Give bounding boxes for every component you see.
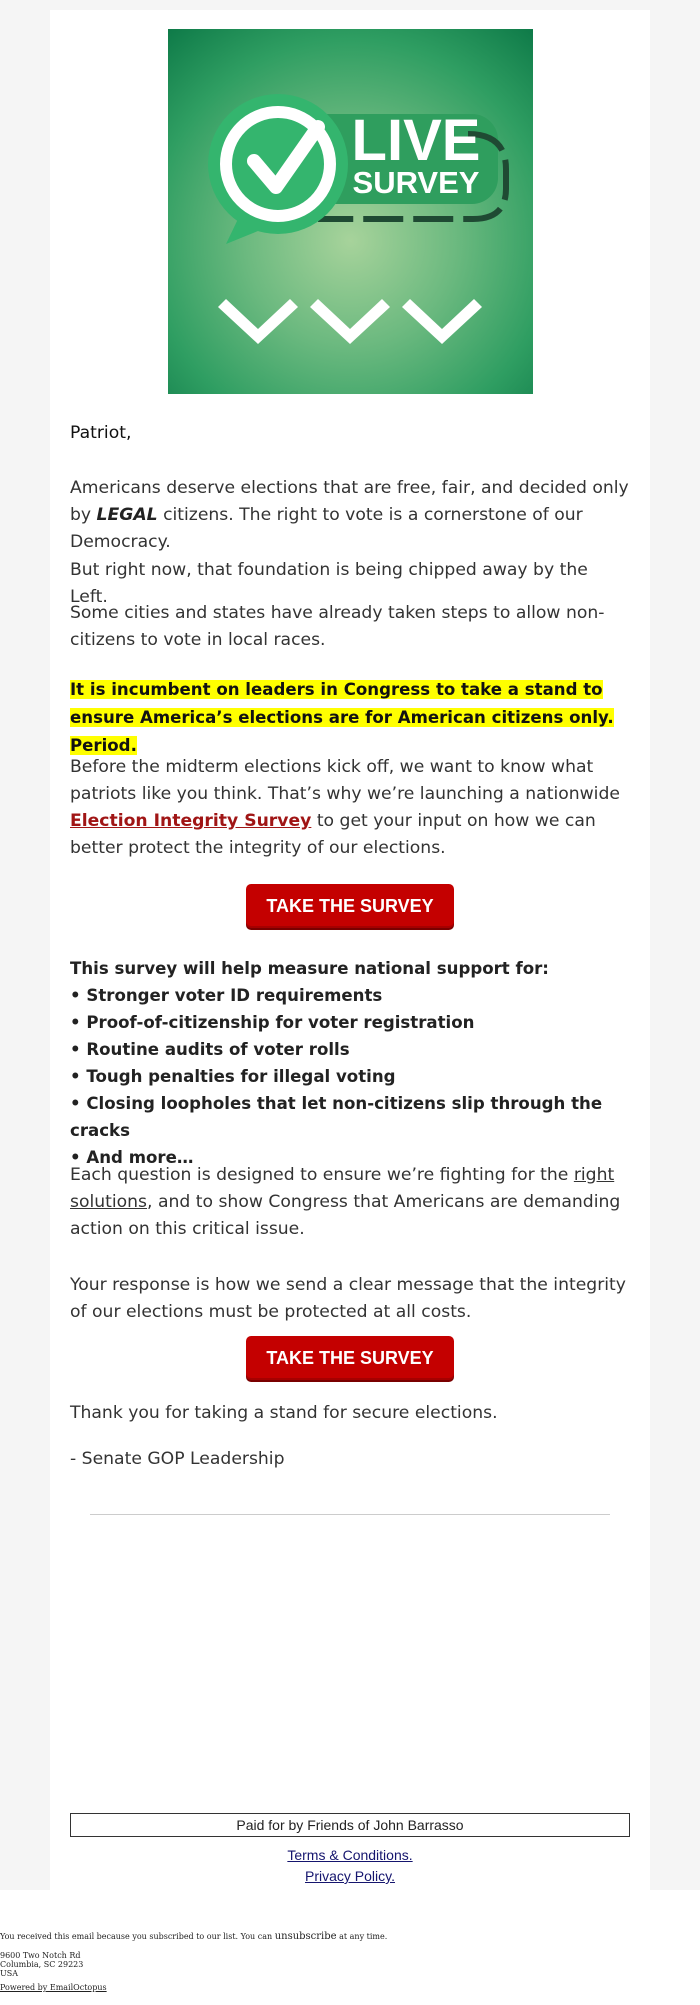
badge-text-live: LIVE (351, 108, 481, 173)
address-line: Columbia, SC 29223 (0, 1960, 84, 1969)
measure-item: • Proof-of-citizenship for voter registration (70, 1013, 475, 1032)
chipped-paragraph: But right now, that foundation is being chipped away by the Left. (70, 560, 588, 607)
election-integrity-survey-link[interactable]: Election Integrity Survey (70, 811, 312, 831)
intro-text-2: citizens. The right to vote is a cornerstone of our Democracy. (70, 505, 583, 552)
powered-by-link[interactable]: Powered by EmailOctopus (0, 1983, 107, 1992)
terms-row (50, 1845, 650, 1865)
highlight-paragraph (70, 676, 630, 760)
measure-heading: This survey will help measure national support for: (70, 959, 549, 978)
signoff: - Senate GOP Leadership (70, 1449, 285, 1469)
launch-text-2: to get your input on how we can better protect the integrity of our elections. (70, 811, 596, 858)
intro-emphasis: LEGAL (96, 505, 158, 525)
privacy-row (50, 1866, 650, 1886)
intro-text-1: Americans deserve elections that are free, fair, and decided only by (70, 478, 629, 525)
question-text-1: Each question is designed to ensure we’re fighting for the (70, 1165, 574, 1185)
cities-paragraph: Some cities and states have already taken steps to allow non-citizens to vote in local races. (70, 603, 605, 650)
address-line: USA (0, 1969, 18, 1978)
terms-link[interactable]: Terms & Conditions. (287, 1847, 413, 1863)
question-paragraph (70, 1162, 630, 1243)
right-solutions-link[interactable]: right solutions (70, 1165, 615, 1212)
greeting: Patriot, (70, 423, 132, 443)
measure-item: • Closing loopholes that let non-citizens slip through the cracks (70, 1094, 603, 1140)
address-block (0, 1951, 83, 1978)
thanks-paragraph: Thank you for taking a stand for secure elections. (70, 1403, 498, 1423)
measure-item: • Stronger voter ID requirements (70, 986, 383, 1005)
divider (90, 1514, 610, 1515)
response-paragraph: Your response is how we send a clear message that the integrity of our elections must be protected at all costs. (70, 1275, 626, 1322)
live-survey-banner (168, 29, 533, 394)
badge-text-survey: SURVEY (352, 165, 480, 200)
measure-item: • Routine audits of voter rolls (70, 1040, 350, 1059)
notice-text-1: You received this email because you subscribed to our list. You can (0, 1932, 275, 1941)
notice-text-2: at any time. (336, 1932, 388, 1941)
intro-paragraph (70, 475, 630, 556)
address-line: 9600 Two Notch Rd (0, 1951, 81, 1960)
measure-item: • Tough penalties for illegal voting (70, 1067, 396, 1086)
unsubscribe-link[interactable]: unsubscribe (274, 1931, 337, 1942)
measure-list (70, 955, 630, 1171)
launch-text-1: Before the midterm elections kick off, we want to know what patriots like you think. That’s why we’re launching a nationwide (70, 757, 620, 804)
highlight-text: It is incumbent on leaders in Congress to take a stand to ensure America’s elections are for American citizens only. Period. (70, 680, 614, 755)
take-survey-button-bottom[interactable]: TAKE THE SURVEY (246, 1336, 454, 1380)
take-survey-button-top[interactable]: TAKE THE SURVEY (246, 884, 454, 928)
launch-paragraph (70, 754, 630, 862)
live-survey-graphic (168, 29, 533, 394)
email-card (50, 10, 650, 1890)
measure-item: • And more… (70, 1148, 194, 1167)
paid-for-disclaimer: Paid for by Friends of John Barrasso (70, 1813, 630, 1837)
subscription-notice (0, 1932, 387, 1941)
question-text-2: , and to show Congress that Americans are demanding action on this critical issue. (70, 1192, 621, 1239)
privacy-link[interactable]: Privacy Policy. (305, 1868, 395, 1884)
